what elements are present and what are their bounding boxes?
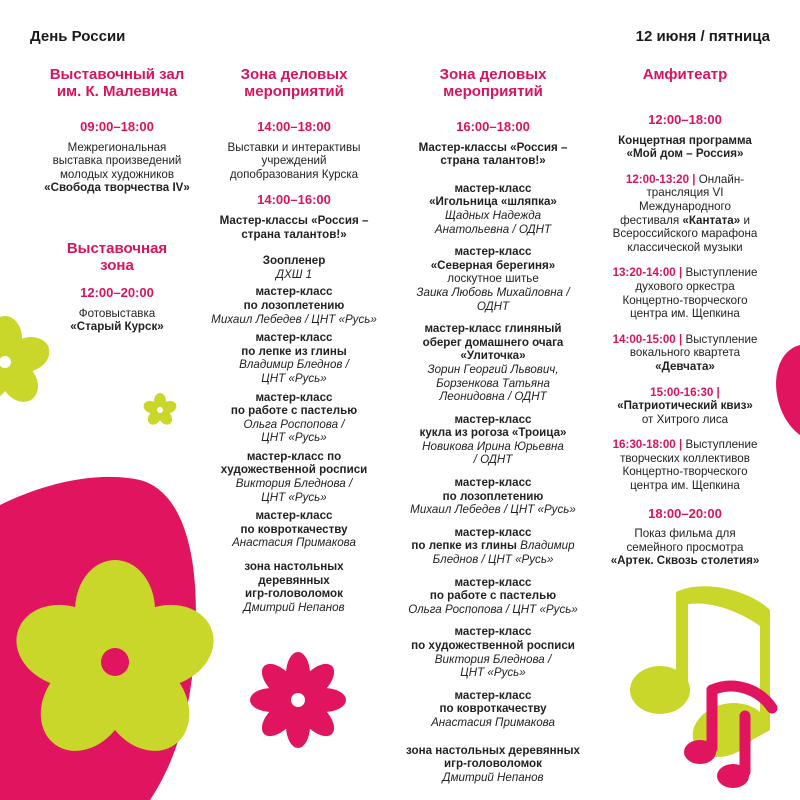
zone-title-exhibition-hall: Выставочный зал им. К. Малевича xyxy=(49,66,185,100)
event-title: Мастер-классы «Россия – страна талантов!» xyxy=(418,140,568,168)
event-description: Фотовыставка «Старый Курск» xyxy=(70,306,164,334)
event-item: 13:20-14:00 | Выступление духового оркестра Концертно-творческого центра им. Щепкина xyxy=(612,266,758,321)
page-heading-date: 12 июня / пятница xyxy=(635,28,770,45)
event-item: мастер-класс по ковроткачеству Анастасия Примакова xyxy=(431,688,555,729)
event-item: Показ фильма для семейного просмотра «Артек. Сквозь столетия» xyxy=(610,527,760,568)
event-description: Межрегиональная выставка произведений молодых художников «Свобода творчества IV» xyxy=(44,140,190,195)
time-slot: 09:00–18:00 xyxy=(80,119,154,134)
event-item: Зоопленер ДХШ 1 xyxy=(262,254,326,281)
magenta-flower xyxy=(250,652,346,748)
event-item: мастер-класс «Игольница «шляпка» Щадных Надежда Анатольевна / ОДНТ xyxy=(429,181,557,236)
event-item: мастер-класс «Северная берегиня» лоскутное шитье Заика Любовь Михайловна / ОДНТ xyxy=(416,245,570,313)
magenta-blob-right xyxy=(776,345,800,435)
zone-title-amphitheater: Амфитеатр xyxy=(642,66,728,83)
event-item: мастер-класс по лепке из глины Владимир Бледнов / ЦНТ «Русь» xyxy=(411,525,575,567)
time-slot: 12:00–18:00 xyxy=(648,112,722,127)
column-exhibition-hall xyxy=(28,66,206,343)
event-item: мастер-класс по работе с пастелью Ольга Роспопова / ЦНТ «Русь» xyxy=(408,575,578,616)
event-item: мастер-класс по работе с пастелью Ольга Роспопова / ЦНТ «Русь» xyxy=(230,390,358,445)
event-title: Мастер-классы «Россия – страна талантов!» xyxy=(219,213,369,241)
event-item: зона настольных деревянных игр-головоломок Дмитрий Непанов xyxy=(243,560,345,614)
event-item: мастер-класс по художественной росписи Виктория Бледнова / ЦНТ «Русь» xyxy=(411,625,575,680)
column-business-zone-1 xyxy=(206,66,382,623)
column-business-zone-2 xyxy=(396,66,590,793)
time-slot: 14:00–16:00 xyxy=(257,192,331,208)
lime-flower-small xyxy=(142,393,178,427)
time-slot: 12:00–20:00 xyxy=(80,284,154,300)
event-item: 12:00-13:20 | Онлайн- трансляция VI Международного фестиваля «Кантата» и Всероссийского марафона классической музыки xyxy=(612,172,758,254)
zone-title-business: Зона деловых мероприятий xyxy=(439,66,547,100)
event-item: мастер-класс по лепке из глины Владимир Бледнов / ЦНТ «Русь» xyxy=(239,331,349,385)
column-amphitheater xyxy=(596,66,774,577)
page-heading-day: День России xyxy=(30,28,126,45)
event-item: мастер-класс по лозоплетению Михаил Лебедев / ЦНТ «Русь» xyxy=(211,285,377,326)
time-slot: 14:00–18:00 xyxy=(257,119,331,134)
zone-title-exhibition-zone: Выставочная зона xyxy=(66,239,168,274)
event-item: зона настольных деревянных игр-головоломок Дмитрий Непанов xyxy=(406,743,580,784)
event-item: мастер-класс по ковроткачеству Анастасия Примакова xyxy=(232,509,356,550)
event-item: мастер-класс по художественной росписи Виктория Бледнова / ЦНТ «Русь» xyxy=(220,449,368,504)
zone-title-business: Зона деловых мероприятий xyxy=(240,66,348,100)
event-item: 16:30-18:00 | Выступление творческих коллективов Концертно-творческого центра им. Щепкина xyxy=(612,438,758,493)
event-item: мастер-класс кукла из рогоза «Троица» Новикова Ирина Юрьевна / ОДНТ xyxy=(419,412,567,467)
event-item: 15:00-16:30 | «Патриотический квиз» от Хитрого лиса xyxy=(617,385,753,426)
event-item: мастер-класс по лозоплетению Михаил Лебедев / ЦНТ «Русь» xyxy=(410,476,576,517)
time-slot: 18:00–20:00 xyxy=(648,505,722,521)
event-title: Концертная программа «Мой дом – Россия» xyxy=(618,133,752,161)
time-slot: 16:00–18:00 xyxy=(456,119,530,134)
event-item: 14:00-15:00 | Выступление вокального квартета «Девчата» xyxy=(612,332,758,373)
event-item: мастер-класс глиняный оберег домашнего очага «Улиточка» Зорин Георгий Львович, Борзенкова Татьяна Леонидовна / ОДНТ xyxy=(422,322,564,404)
event-description: Выставки и интерактивы учреждений допобразования Курска xyxy=(227,140,361,181)
